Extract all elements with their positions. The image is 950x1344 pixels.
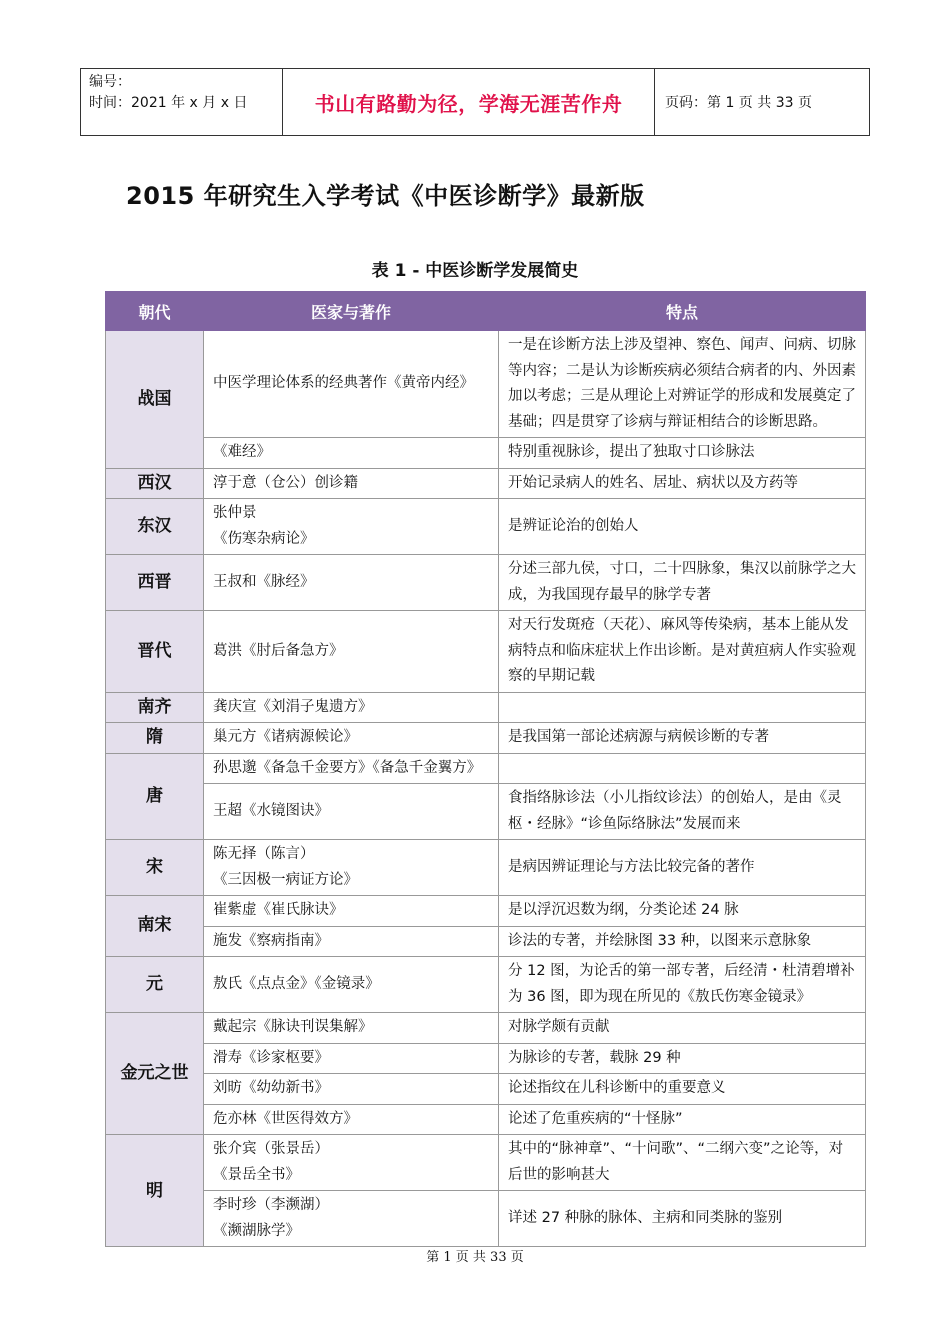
table-row bbox=[106, 1043, 866, 1074]
feature-cell: 是辨证论治的创始人 bbox=[499, 499, 866, 555]
feature-cell: 是以浮沉迟数为纲，分类论述 24 脉 bbox=[499, 896, 866, 927]
feature-cell: 分 12 图，为论舌的第一部专著，后经清・杜清碧增补为 36 图，即为现在所见的《敖氏伤寒金镜录》 bbox=[499, 957, 866, 1013]
dynasty-cell: 唐 bbox=[106, 753, 204, 840]
feature-cell: 是我国第一部论述病源与病候诊断的专著 bbox=[499, 723, 866, 754]
dynasty-cell: 晋代 bbox=[106, 611, 204, 693]
feature-cell: 特别重视脉诊，提出了独取寸口诊脉法 bbox=[499, 438, 866, 469]
work-cell: 刘昉《幼幼新书》 bbox=[204, 1074, 499, 1105]
table-row bbox=[106, 438, 866, 469]
table-caption: 表 1 - 中医诊断学发展简史 bbox=[371, 261, 579, 281]
table-row bbox=[106, 1074, 866, 1105]
column-header-feature: 特点 bbox=[499, 292, 866, 331]
table-row bbox=[106, 692, 866, 723]
feature-cell bbox=[499, 753, 866, 784]
table-row bbox=[106, 723, 866, 754]
feature-cell: 详述 27 种脉的脉体、主病和同类脉的鉴别 bbox=[499, 1191, 866, 1247]
table-row bbox=[106, 784, 866, 840]
work-cell: 施发《察病指南》 bbox=[204, 926, 499, 957]
dynasty-cell: 金元之世 bbox=[106, 1013, 204, 1135]
feature-cell: 其中的“脉神章”、“十问歌”、“二纲六变”之论等，对后世的影响甚大 bbox=[499, 1135, 866, 1191]
table-row bbox=[106, 1191, 866, 1247]
dynasty-cell: 宋 bbox=[106, 840, 204, 896]
dynasty-cell: 东汉 bbox=[106, 499, 204, 555]
dynasty-cell: 明 bbox=[106, 1135, 204, 1247]
work-cell: 葛洪《肘后备急方》 bbox=[204, 611, 499, 693]
dynasty-cell: 西汉 bbox=[106, 468, 204, 499]
history-table bbox=[105, 291, 866, 1247]
table-row bbox=[106, 896, 866, 927]
table-row bbox=[106, 1135, 866, 1191]
column-header-work: 医家与著作 bbox=[204, 292, 499, 331]
work-cell: 淳于意（仓公）创诊籍 bbox=[204, 468, 499, 499]
column-header-dynasty: 朝代 bbox=[106, 292, 204, 331]
header-page: 页码：第 1 页 共 33 页 bbox=[665, 95, 812, 111]
work-cell: 滑寿《诊家枢要》 bbox=[204, 1043, 499, 1074]
work-cell: 戴起宗《脉诀刊误集解》 bbox=[204, 1013, 499, 1044]
work-cell: 王超《水镜图诀》 bbox=[204, 784, 499, 840]
feature-cell: 是病因辨证理论与方法比较完备的著作 bbox=[499, 840, 866, 896]
feature-cell: 分述三部九侯，寸口，二十四脉象，集汉以前脉学之大成，为我国现存最早的脉学专著 bbox=[499, 555, 866, 611]
header-motto: 书山有路勤为径，学海无涯苦作舟 bbox=[283, 69, 655, 135]
work-cell: 张介宾（张景岳） 《景岳全书》 bbox=[204, 1135, 499, 1191]
feature-cell: 开始记录病人的姓名、居址、病状以及方药等 bbox=[499, 468, 866, 499]
table-row bbox=[106, 555, 866, 611]
feature-cell: 对天行发斑疮（天花）、麻风等传染病，基本上能从发病特点和临床症状上作出诊断。是对黄疸病人作实验观察的早期记载 bbox=[499, 611, 866, 693]
feature-cell: 诊法的专著，并绘脉图 33 种，以图来示意脉象 bbox=[499, 926, 866, 957]
dynasty-cell: 元 bbox=[106, 957, 204, 1013]
document-title: 2015 年研究生入学考试《中医诊断学》最新版 bbox=[126, 182, 645, 210]
feature-cell: 一是在诊断方法上涉及望神、察色、闻声、问病、切脉等内容；二是认为诊断疾病必须结合病者的内、外因素加以考虑；三是从理论上对辨证学的形成和发展奠定了基础；四是贯穿了诊病与辩证相结合的诊断思路。 bbox=[499, 331, 866, 438]
table-row bbox=[106, 926, 866, 957]
table-row bbox=[106, 468, 866, 499]
table-row bbox=[106, 840, 866, 896]
work-cell: 崔紫虚《崔氏脉诀》 bbox=[204, 896, 499, 927]
table-row bbox=[106, 611, 866, 693]
dynasty-cell: 隋 bbox=[106, 723, 204, 754]
page-footer: 第 1 页 共 33 页 bbox=[426, 1250, 524, 1265]
work-cell: 敖氏《点点金》《金镜录》 bbox=[204, 957, 499, 1013]
dynasty-cell: 战国 bbox=[106, 331, 204, 469]
feature-cell: 论述了危重疾病的“十怪脉” bbox=[499, 1104, 866, 1135]
feature-cell: 论述指纹在儿科诊断中的重要意义 bbox=[499, 1074, 866, 1105]
feature-cell: 食指络脉诊法（小儿指纹诊法）的创始人，是由《灵枢・经脉》“诊鱼际络脉法”发展而来 bbox=[499, 784, 866, 840]
work-cell: 孙思邈《备急千金要方》《备急千金翼方》 bbox=[204, 753, 499, 784]
work-cell: 中医学理论体系的经典著作《黄帝内经》 bbox=[204, 331, 499, 438]
page-header bbox=[80, 68, 870, 136]
work-cell: 张仲景 《伤寒杂病论》 bbox=[204, 499, 499, 555]
table-row bbox=[106, 1013, 866, 1044]
work-cell: 龚庆宣《刘涓子鬼遗方》 bbox=[204, 692, 499, 723]
work-cell: 巢元方《诸病源候论》 bbox=[204, 723, 499, 754]
table-row bbox=[106, 753, 866, 784]
work-cell: 危亦林《世医得效方》 bbox=[204, 1104, 499, 1135]
table-row bbox=[106, 331, 866, 438]
work-cell: 陈无择（陈言） 《三因极一病证方论》 bbox=[204, 840, 499, 896]
work-cell: 李时珍（李濒湖） 《濒湖脉学》 bbox=[204, 1191, 499, 1247]
table-row bbox=[106, 499, 866, 555]
feature-cell: 对脉学颇有贡献 bbox=[499, 1013, 866, 1044]
table-row bbox=[106, 957, 866, 1013]
dynasty-cell: 西晋 bbox=[106, 555, 204, 611]
dynasty-cell: 南宋 bbox=[106, 896, 204, 957]
work-cell: 《难经》 bbox=[204, 438, 499, 469]
table-row bbox=[106, 1104, 866, 1135]
table-header-row bbox=[106, 292, 866, 331]
header-meta bbox=[81, 69, 283, 135]
header-number: 编号： bbox=[89, 74, 131, 90]
header-date: 时间：2021 年 x 月 x 日 bbox=[89, 95, 248, 111]
feature-cell: 为脉诊的专著，载脉 29 种 bbox=[499, 1043, 866, 1074]
work-cell: 王叔和《脉经》 bbox=[204, 555, 499, 611]
dynasty-cell: 南齐 bbox=[106, 692, 204, 723]
feature-cell bbox=[499, 692, 866, 723]
